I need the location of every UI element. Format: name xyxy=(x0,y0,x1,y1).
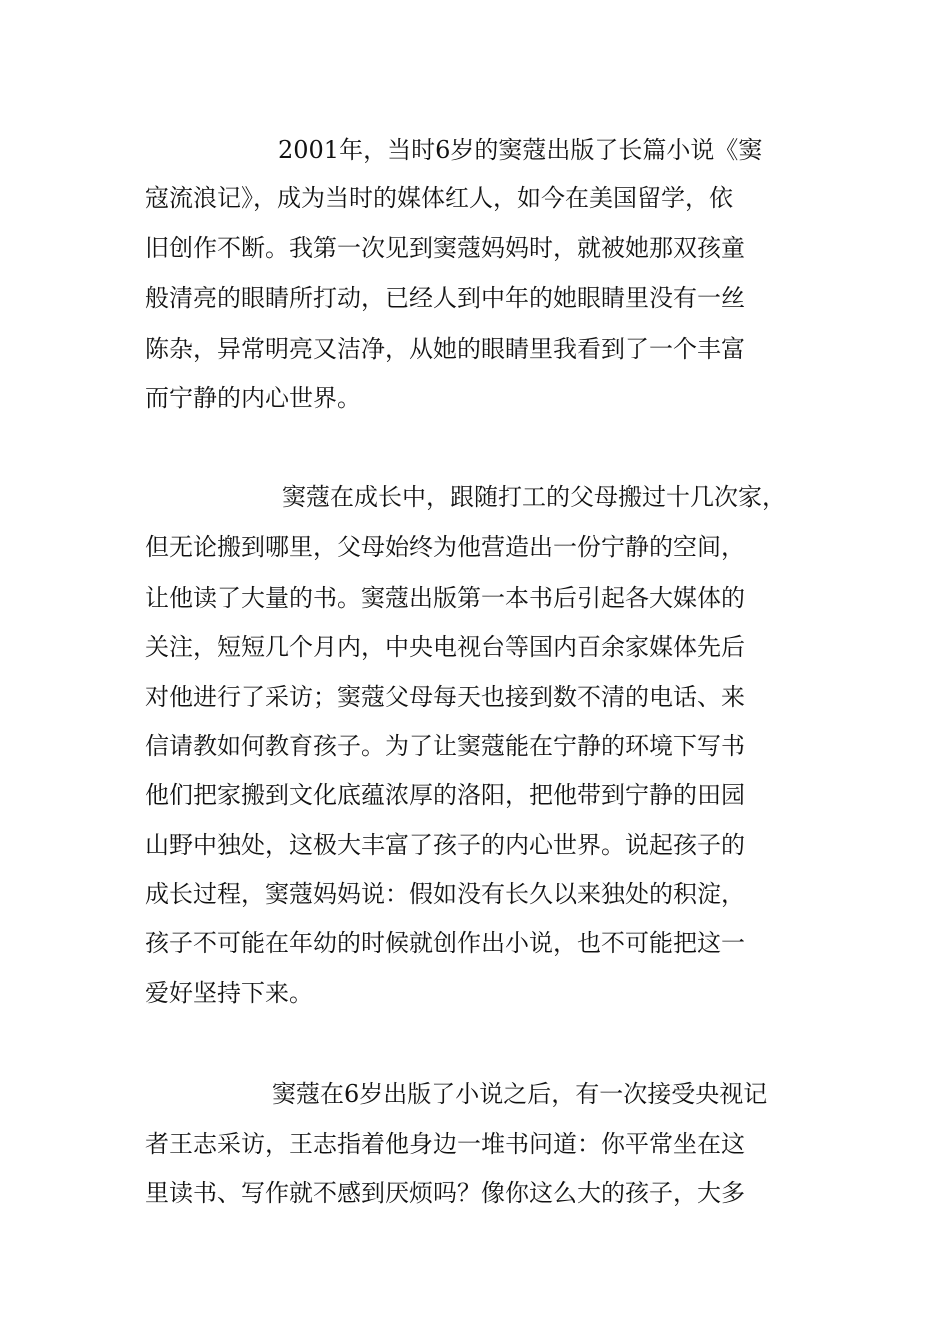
paragraph-3-line-2: 者王志采访，王志指着他身边一堆书问道：你平常坐在这 xyxy=(145,1130,745,1158)
paragraph-2-line-7: 他们把家搬到文化底蕴浓厚的洛阳，把他带到宁静的田园 xyxy=(145,781,745,809)
paragraph-2-line-2: 但无论搬到哪里，父母始终为他营造出一份宁静的空间， xyxy=(145,533,745,561)
paragraph-2-line-6: 信请教如何教育孩子。为了让窦蔻能在宁静的环境下写书 xyxy=(145,732,745,760)
paragraph-1-line-6: 而宁静的内心世界。 xyxy=(145,384,361,412)
paragraph-1-line-3: 旧创作不断。我第一次见到窦蔻妈妈时，就被她那双孩童 xyxy=(145,234,745,262)
paragraph-2-line-9: 成长过程，窦蔻妈妈说：假如没有长久以来独处的积淀， xyxy=(145,880,745,908)
paragraph-1-line-2: 寇流浪记》，成为当时的媒体红人，如今在美国留学，依 xyxy=(145,184,733,212)
paragraph-3-line-1: 窦蔻在6岁出版了小说之后，有一次接受央视记 xyxy=(272,1080,768,1108)
paragraph-1-line-5: 陈杂，异常明亮又洁净，从她的眼睛里我看到了一个丰富 xyxy=(145,335,745,363)
paragraph-2-line-11: 爱好坚持下来。 xyxy=(145,979,313,1007)
paragraph-1-line-4: 般清亮的眼睛所打动，已经人到中年的她眼睛里没有一丝 xyxy=(145,284,745,312)
paragraph-2-line-5: 对他进行了采访；窦蔻父母每天也接到数不清的电话、来 xyxy=(145,683,745,711)
paragraph-2-line-1: 窦蔻在成长中，跟随打工的父母搬过十几次家， xyxy=(282,483,786,511)
paragraph-2-line-8: 山野中独处，这极大丰富了孩子的内心世界。说起孩子的 xyxy=(145,831,745,859)
paragraph-3-line-3: 里读书、写作就不感到厌烦吗？像你这么大的孩子，大多 xyxy=(145,1179,745,1207)
paragraph-2-line-4: 关注，短短几个月内，中央电视台等国内百余家媒体先后 xyxy=(145,633,745,661)
paragraph-2-line-10: 孩子不可能在年幼的时候就创作出小说，也不可能把这一 xyxy=(145,929,745,957)
paragraph-2-line-3: 让他读了大量的书。窦蔻出版第一本书后引起各大媒体的 xyxy=(145,584,745,612)
paragraph-1-line-1: 2001年，当时6岁的窦蔻出版了长篇小说《窦 xyxy=(278,136,763,164)
